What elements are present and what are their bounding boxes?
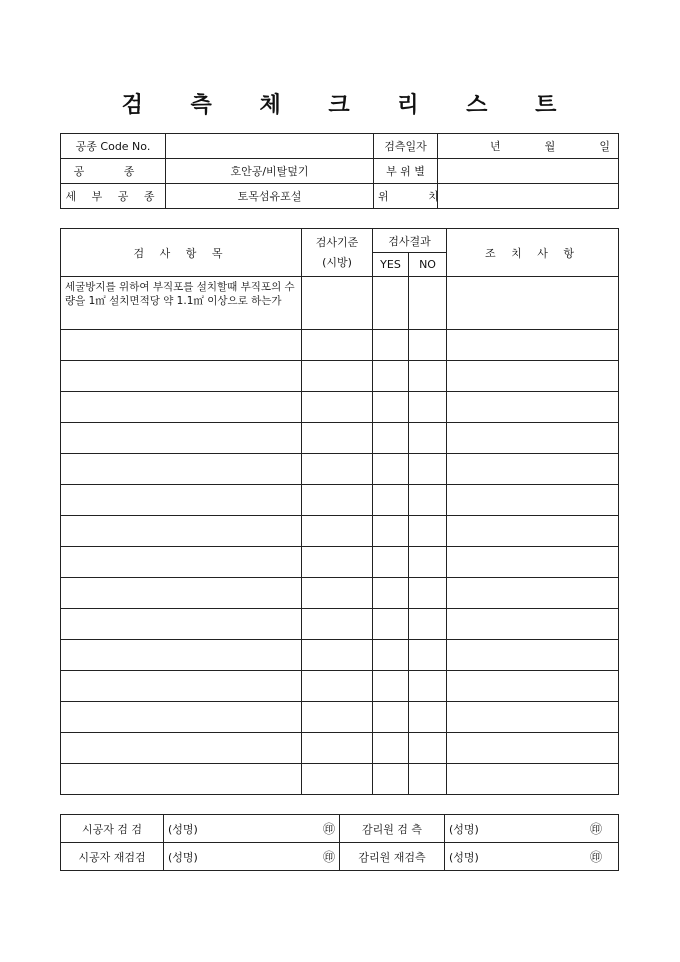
checklist-yes-cell[interactable]: [373, 454, 409, 485]
checklist-action-cell[interactable]: [447, 485, 619, 516]
checklist-no-cell[interactable]: [409, 277, 447, 330]
checklist-standard-cell[interactable]: [302, 423, 373, 454]
checklist-standard-cell[interactable]: [302, 454, 373, 485]
info-row-work-type: [61, 159, 619, 184]
checklist-action-cell[interactable]: [447, 671, 619, 702]
checklist-item-cell[interactable]: [61, 392, 302, 423]
header-standard-line2: (시방): [322, 255, 352, 269]
detail-work-type-label: 세 부 공 종: [61, 184, 166, 209]
checklist-item-cell[interactable]: [61, 671, 302, 702]
checklist-row: [61, 671, 619, 702]
checklist-action-cell[interactable]: [447, 702, 619, 733]
checklist-standard-cell[interactable]: [302, 361, 373, 392]
contractor-reinspection-label: 시공자 재검검: [61, 843, 164, 871]
checklist-table: [60, 228, 619, 795]
contractor-seal-icon[interactable]: ㊞: [231, 815, 340, 843]
checklist-standard-cell[interactable]: [302, 392, 373, 423]
supervisor-name-field[interactable]: (성명): [445, 815, 545, 843]
checklist-action-cell[interactable]: [447, 578, 619, 609]
checklist-item-cell[interactable]: [61, 330, 302, 361]
checklist-no-cell[interactable]: [409, 547, 447, 578]
info-row-detail-type: [61, 184, 619, 209]
contractor-re-seal-icon[interactable]: ㊞: [231, 843, 340, 871]
checklist-action-cell[interactable]: [447, 361, 619, 392]
page-title: 검 측 체 크 리 스 트: [121, 92, 577, 118]
checklist-item-cell[interactable]: [61, 702, 302, 733]
part-label: 부 위 별: [374, 159, 438, 184]
checklist-yes-cell[interactable]: [373, 516, 409, 547]
info-row-code: [61, 134, 619, 159]
checklist-action-cell[interactable]: [447, 330, 619, 361]
checklist-no-cell[interactable]: [409, 330, 447, 361]
checklist-no-cell[interactable]: [409, 423, 447, 454]
checklist-no-cell[interactable]: [409, 516, 447, 547]
checklist-yes-cell[interactable]: [373, 671, 409, 702]
code-label: 공종 Code No.: [61, 134, 166, 159]
supervisor-re-name-field[interactable]: (성명): [445, 843, 545, 871]
contractor-re-name-field[interactable]: (성명): [164, 843, 231, 871]
contractor-inspection-label: 시공자 검 검: [61, 815, 164, 843]
checklist-item-cell[interactable]: [61, 640, 302, 671]
checklist-no-cell[interactable]: [409, 764, 447, 795]
checklist-yes-cell[interactable]: [373, 361, 409, 392]
checklist-standard-cell[interactable]: [302, 764, 373, 795]
checklist-item-cell[interactable]: [61, 578, 302, 609]
checklist-row: [61, 609, 619, 640]
checklist-action-cell[interactable]: [447, 547, 619, 578]
checklist-standard-cell[interactable]: [302, 516, 373, 547]
checklist-item-cell[interactable]: [61, 454, 302, 485]
header-no: NO: [409, 253, 447, 277]
part-value[interactable]: [438, 159, 619, 184]
location-value[interactable]: [438, 184, 619, 209]
checklist-action-cell[interactable]: [447, 423, 619, 454]
info-table: [60, 133, 619, 209]
checklist-action-cell[interactable]: [447, 609, 619, 640]
checklist-yes-cell[interactable]: [373, 330, 409, 361]
checklist-yes-cell[interactable]: [373, 733, 409, 764]
checklist-row: [61, 764, 619, 795]
header-item: 검 사 항 목: [61, 229, 302, 277]
supervisor-reinspection-label: 감리원 재검측: [340, 843, 445, 871]
checklist-row: [61, 361, 619, 392]
inspection-date-value[interactable]: [438, 134, 619, 159]
supervisor-re-seal-icon[interactable]: ㊞: [545, 843, 619, 871]
checklist-action-cell[interactable]: [447, 764, 619, 795]
contractor-name-field[interactable]: (성명): [164, 815, 231, 843]
checklist-yes-cell[interactable]: [373, 277, 409, 330]
checklist-yes-cell[interactable]: [373, 547, 409, 578]
checklist-action-cell[interactable]: [447, 392, 619, 423]
supervisor-seal-icon[interactable]: ㊞: [545, 815, 619, 843]
location-label: 위 치: [374, 184, 438, 209]
header-result: 검사결과: [373, 229, 447, 253]
checklist-no-cell[interactable]: [409, 671, 447, 702]
work-type-value[interactable]: 호안공/비탈덮기: [166, 159, 374, 184]
checklist-no-cell[interactable]: [409, 454, 447, 485]
checklist-row: [61, 547, 619, 578]
checklist-row: [61, 578, 619, 609]
checklist-standard-cell[interactable]: [302, 547, 373, 578]
checklist-yes-cell[interactable]: [373, 764, 409, 795]
checklist-no-cell[interactable]: [409, 702, 447, 733]
header-yes: YES: [373, 253, 409, 277]
checklist-action-cell[interactable]: [447, 640, 619, 671]
checklist-row: [61, 423, 619, 454]
checklist-header-row: [61, 229, 619, 253]
checklist-item-cell[interactable]: [61, 547, 302, 578]
signature-row-inspection: [61, 815, 619, 843]
date-year-label: 년: [490, 140, 501, 153]
checklist-action-cell[interactable]: [447, 277, 619, 330]
supervisor-inspection-label: 감리원 검 측: [340, 815, 445, 843]
checklist-yes-cell[interactable]: [373, 609, 409, 640]
checklist-standard-cell[interactable]: [302, 733, 373, 764]
checklist-item-cell[interactable]: [61, 733, 302, 764]
checklist-row: [61, 702, 619, 733]
checklist-standard-cell[interactable]: [302, 640, 373, 671]
checklist-yes-cell[interactable]: [373, 578, 409, 609]
checklist-yes-cell[interactable]: [373, 640, 409, 671]
checklist-yes-cell[interactable]: [373, 392, 409, 423]
checklist-row: [61, 733, 619, 764]
checklist-item-cell[interactable]: [61, 423, 302, 454]
inspection-date-label: 검측일자: [374, 134, 438, 159]
checklist-action-cell[interactable]: [447, 516, 619, 547]
checklist-no-cell[interactable]: [409, 640, 447, 671]
checklist-no-cell[interactable]: [409, 609, 447, 640]
checklist-standard-cell[interactable]: [302, 671, 373, 702]
checklist-no-cell[interactable]: [409, 392, 447, 423]
checklist-row: [61, 454, 619, 485]
checklist-row: [61, 277, 619, 330]
code-value[interactable]: [166, 134, 374, 159]
checklist-standard-cell[interactable]: [302, 485, 373, 516]
checklist-row: [61, 392, 619, 423]
signature-table: [60, 814, 619, 871]
signature-row-reinspection: [61, 843, 619, 871]
checklist-item-text: 세굴방지를 위하여 부직포를 설치할때 부직포의 수량을 1㎡ 설치면적당 약 1.1㎡ 이상으로 하는가: [61, 277, 302, 330]
checklist-item-cell[interactable]: [61, 361, 302, 392]
checklist-item-cell[interactable]: [61, 516, 302, 547]
checklist-no-cell[interactable]: [409, 733, 447, 764]
checklist-row: [61, 485, 619, 516]
header-action: 조 치 사 항: [447, 229, 619, 277]
checklist-row: [61, 330, 619, 361]
checklist-no-cell[interactable]: [409, 361, 447, 392]
date-month-label: 월: [544, 140, 556, 153]
checklist-row: [61, 640, 619, 671]
checklist-no-cell[interactable]: [409, 578, 447, 609]
checklist-standard-cell[interactable]: [302, 578, 373, 609]
checklist-yes-cell[interactable]: [373, 485, 409, 516]
checklist-row: [61, 516, 619, 547]
checklist-standard-cell[interactable]: [302, 277, 373, 330]
checklist-item-cell[interactable]: [61, 609, 302, 640]
checklist-standard-cell[interactable]: [302, 702, 373, 733]
checklist-item-cell[interactable]: [61, 764, 302, 795]
checklist-yes-cell[interactable]: [373, 702, 409, 733]
header-standard: [302, 229, 373, 277]
checklist-no-cell[interactable]: [409, 485, 447, 516]
header-standard-line1: 검사기준: [315, 235, 359, 249]
checklist-yes-cell[interactable]: [373, 423, 409, 454]
checklist-standard-cell[interactable]: [302, 609, 373, 640]
checklist-standard-cell[interactable]: [302, 330, 373, 361]
work-type-label: 공 종: [61, 159, 166, 184]
detail-work-type-value[interactable]: 토목섬유포설: [166, 184, 374, 209]
checklist-action-cell[interactable]: [447, 454, 619, 485]
checklist-action-cell[interactable]: [447, 733, 619, 764]
date-day-label: 일: [599, 140, 610, 153]
checklist-item-cell[interactable]: [61, 485, 302, 516]
